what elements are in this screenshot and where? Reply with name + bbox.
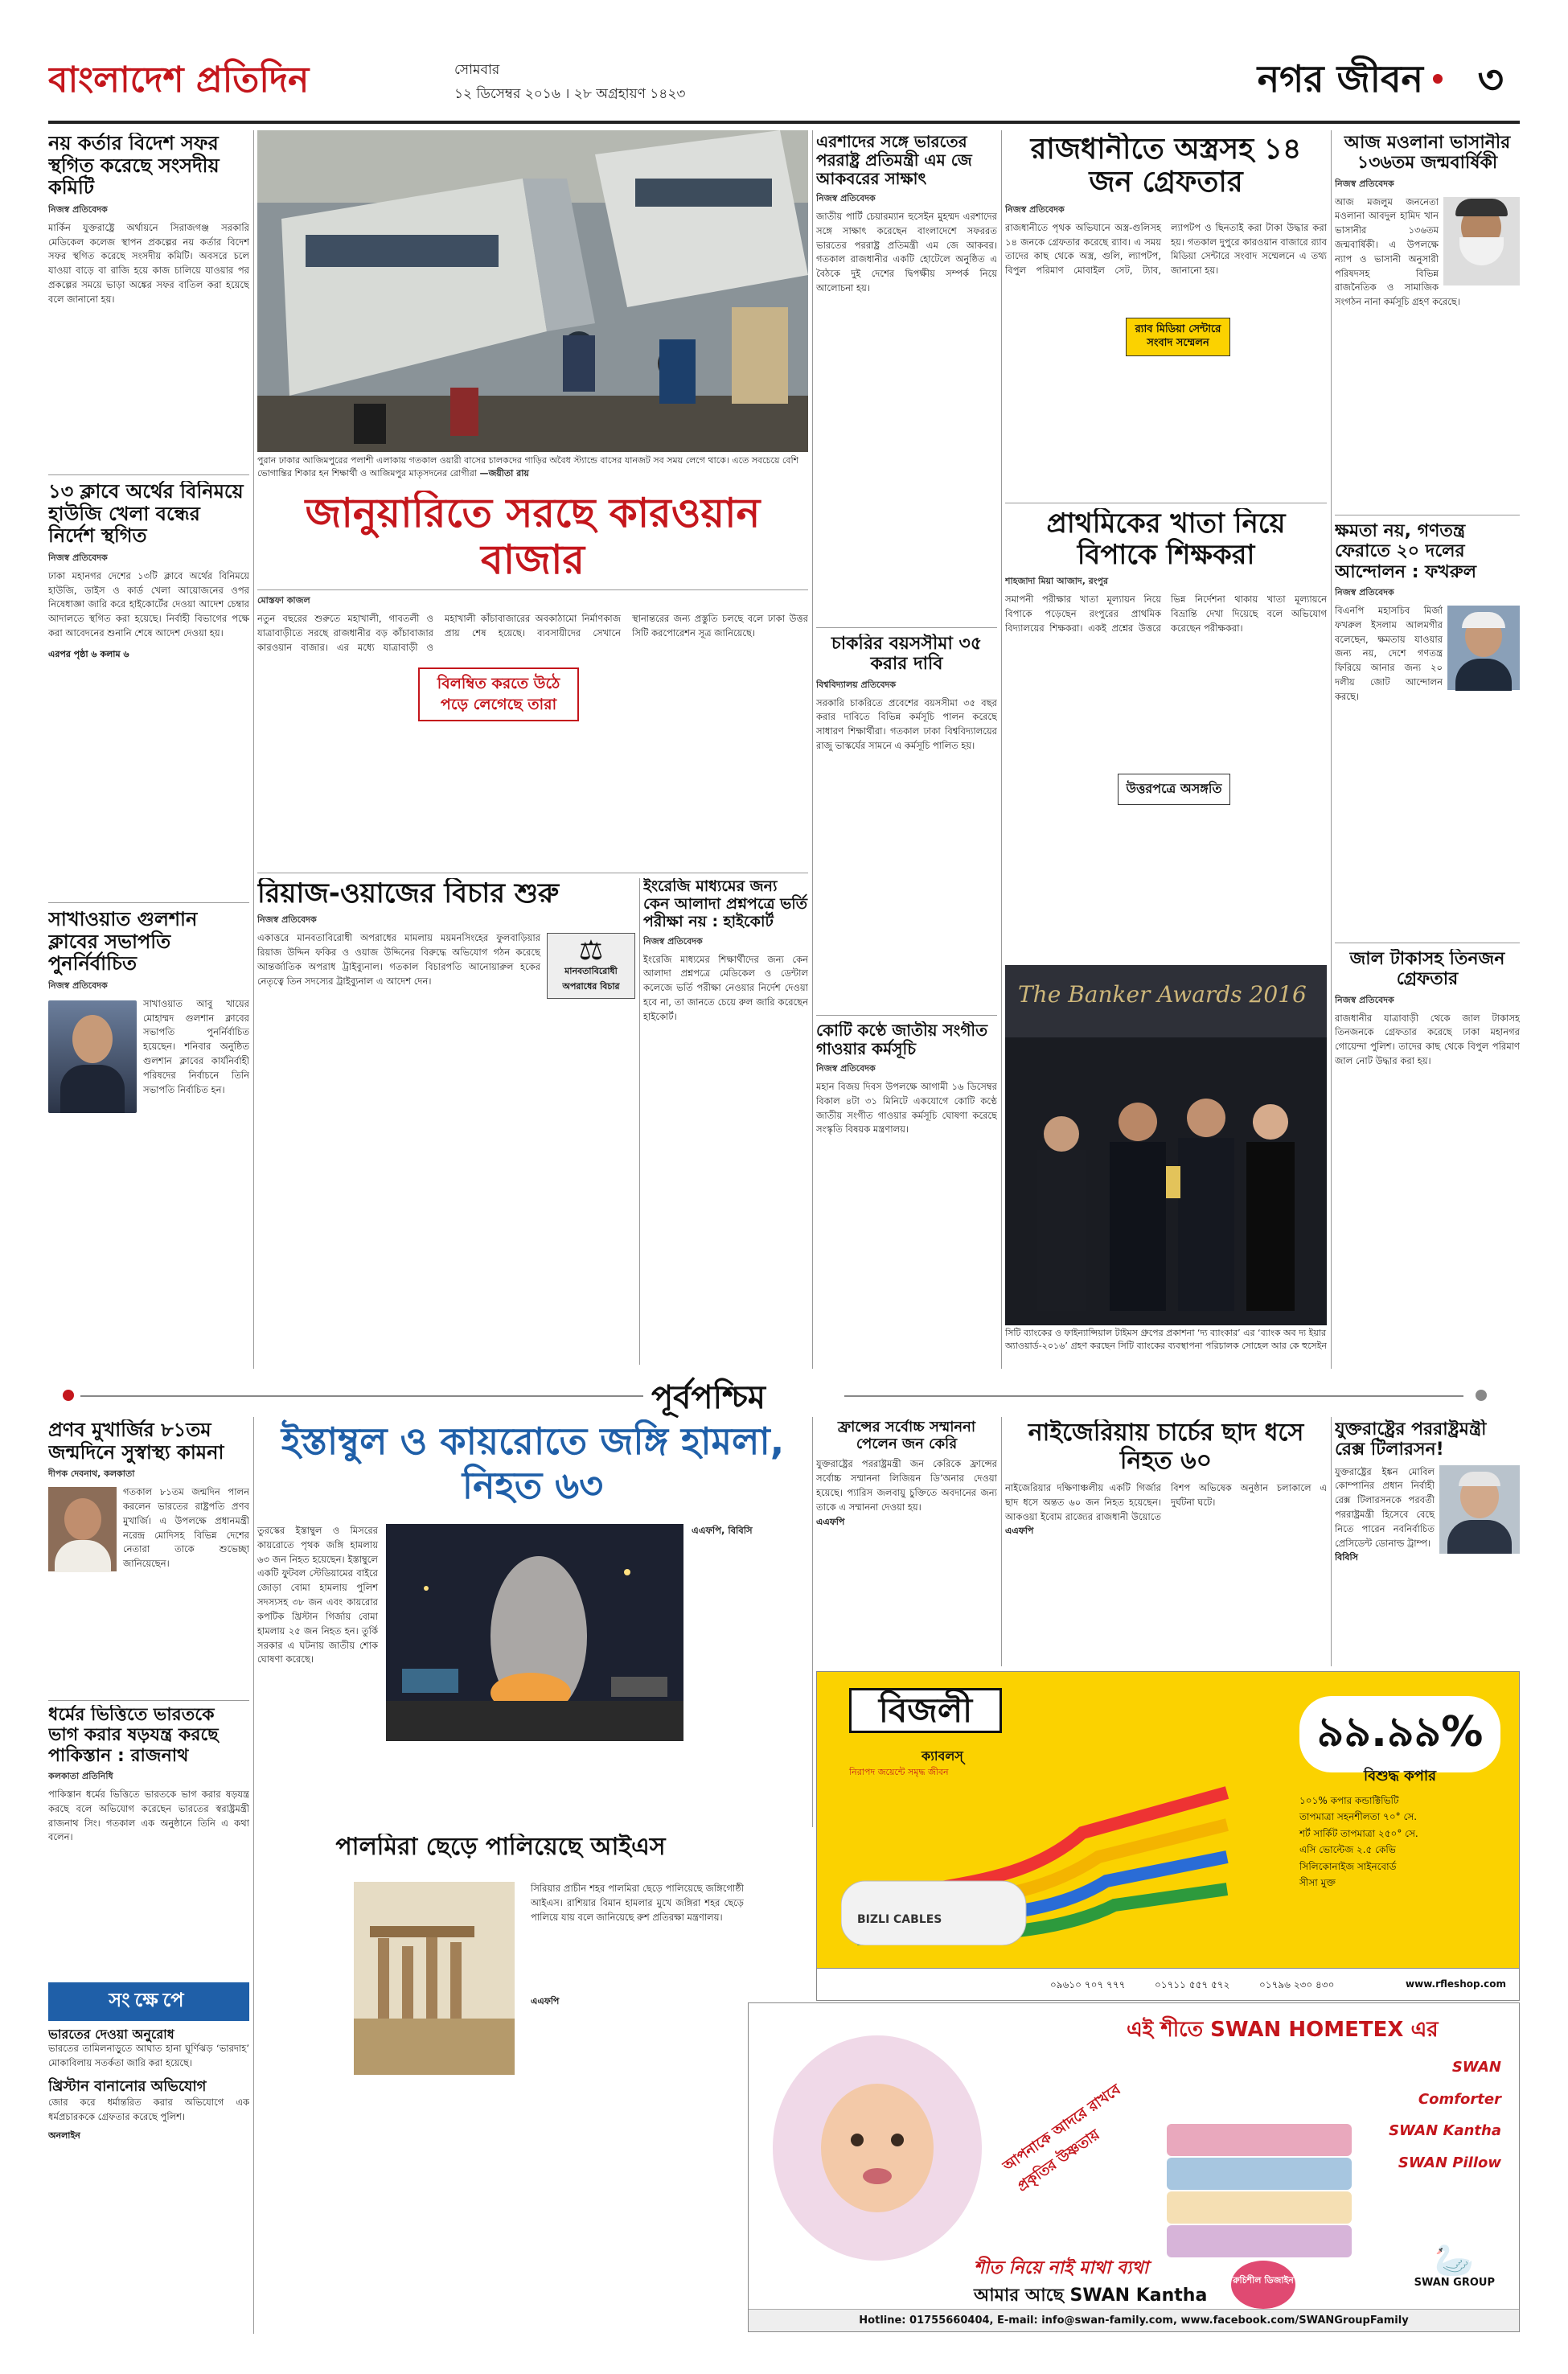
istanbul-blast-photo bbox=[386, 1524, 683, 1741]
byline: নিজস্ব প্রতিবেদক bbox=[48, 203, 108, 215]
article-istanbul bbox=[257, 1419, 808, 1822]
scale-icon: ⚖ bbox=[578, 934, 604, 967]
feature-item: ১০১% কপার কন্ডাক্টিভিটি bbox=[1299, 1795, 1399, 1806]
swan-slogan-one: শীত নিয়ে নাই মাথা ব্যথা bbox=[974, 2258, 1149, 2278]
section-two-title: পূর্বপশ্চিম bbox=[651, 1379, 766, 1416]
bizli-cables-ad[interactable] bbox=[816, 1671, 1520, 2001]
traffic-photo bbox=[257, 130, 808, 452]
bizli-sub: ক্যাবলস্ bbox=[922, 1748, 963, 1764]
article-anthem bbox=[816, 1021, 997, 1367]
red-dot-icon bbox=[63, 1390, 74, 1401]
headline: ১৩ ক্লাবে অর্থের বিনিময়ে হাউজি খেলা বন্ধের নির্দেশ স্থগিত bbox=[48, 481, 244, 548]
headline: ক্ষমতা নয়, গণতন্ত্র ফেরাতে ২০ দলের আন্দোলন : ফখরুল bbox=[1335, 521, 1476, 582]
swan-arc-text: আপনাকে আদরে রাখবে প্রকৃতির উষ্ণতায় bbox=[999, 2080, 1124, 2195]
byline: কলকাতা প্রতিনিধি bbox=[48, 1770, 113, 1781]
body: আজ মজলুম জননেতা মওলানা আবদুল হামিদ খান ভাসানীর ১৩৬তম জন্মবার্ষিকী। এ উপলক্ষে ন্যাপ ও ভাসানী অনুসারী পরিষদসহ বিভিন্ন রাজনৈতিক ও সামাজিক সংগঠন নানা কর্মসূচি গ্রহণ করেছে। bbox=[1335, 195, 1460, 308]
article-dharma bbox=[48, 1705, 249, 1978]
masthead-rule bbox=[48, 121, 1520, 124]
anomaly-box: উত্তরপত্রে অসঙ্গতি bbox=[1118, 774, 1230, 805]
byline: নিজস্ব প্রতিবেদক bbox=[48, 980, 108, 991]
product-item: SWAN Kantha bbox=[1389, 2122, 1501, 2140]
brief-two-title: খ্রিস্টান বানানোর অভিযোগ bbox=[48, 2078, 207, 2096]
byline: শাহজাদা মিয়া আজাদ, রংপুর bbox=[1005, 576, 1109, 587]
article-weapons bbox=[1005, 133, 1327, 499]
swan-logo: 🦢 SWAN GROUP bbox=[1414, 2242, 1495, 2289]
award-photo bbox=[1005, 965, 1327, 1325]
section-rule-right bbox=[844, 1395, 1463, 1397]
section-dot-icon bbox=[1433, 74, 1443, 84]
sankshepe-label: সংক্ষেপে bbox=[48, 1982, 249, 2021]
swan-footer: Hotline: 01755660404, E-mail: info@swan-family.com, www.facebook.com/SWANGroupFamily bbox=[749, 2309, 1519, 2331]
body-col-right: এএফপি, বিবিসি bbox=[692, 1525, 753, 1536]
body: রাজধানীতে পৃথক অভিযানে অস্ত্র-গুলিসহ ১৪ জনকে গ্রেফতার করেছে র‌্যাব। এ সময় তাদের কাছ থেকে অস্ত্র, গুলি, ল্যাপটপ, বিপুল পরিমাণ মোবাইল সেট, ট্যাব, ল্যাপটপ ও ছিনতাই করা টাকা উদ্ধার করা হয়। গতকাল দুপুরে কারওয়ান বাজারে র‌্যাব মিডিয়া সেন্টারে সংবাদ সম্মেলনে এ তথ্য জানানো হয়। bbox=[1005, 221, 1327, 277]
body: সাখাওয়াত আবু খায়ের মোহাম্মদ গুলশান ক্লাবের সভাপতি পুনর্নির্বাচিত হয়েছেন। শনিবার অনুষ্ঠিত গুলশান ক্লাবের কার্যনির্বাহী পরিষদের নির্বাচনে তিনি সভাপতি নির্বাচিত হন। bbox=[143, 997, 249, 1095]
palmyra-photo bbox=[354, 1882, 515, 2075]
article-nigeria bbox=[1005, 1419, 1327, 1665]
product-item: SWAN Comforter bbox=[1418, 2059, 1501, 2108]
article-palmyra bbox=[257, 1834, 744, 2332]
grey-dot-icon bbox=[1476, 1390, 1487, 1401]
byline: নিজস্ব প্রতিবেদক bbox=[1005, 203, 1065, 215]
body: নতুন বছরের শুরুতে মহাখালী, গাবতলী ও যাত্রাবাড়ীতে সরছে রাজধানীর বড় কাঁচাবাজার কারওয়ান বাজার। এর মধ্যে যাত্রাবাড়ী ও মহাখালী কাঁচাবাজারের অবকাঠামো নির্মাণকাজ প্রায় শেষ হয়েছে। ব্যবসায়ীদের সেখানে স্থানান্তরের জন্য প্রস্তুতি চলছে বলে ঢাকা উত্তর সিটি করপোরেশন সূত্র জানিয়েছে। bbox=[257, 613, 808, 653]
article-warcrime bbox=[257, 878, 635, 1365]
feature-item: সিলিকোনাইজ সাইনবোর্ড bbox=[1299, 1860, 1397, 1872]
brief-one-title: ভারতের দেওয়া অনুরোধ bbox=[48, 2027, 174, 2042]
body: মহান বিজয় দিবস উপলক্ষে আগামী ১৬ ডিসেম্বর বিকাল ৪টা ৩১ মিনিটে একযোগে কোটি কণ্ঠে জাতীয় সংগীত গাওয়ার কর্মসূচি ঘোষণা করেছে সংস্কৃতি বিষয়ক মন্ত্রণালয়। bbox=[816, 1081, 997, 1136]
award-caption: সিটি ব্যাংকের ও ফাইন্যান্সিয়াল টাইমস গ্রুপের প্রকাশনা ‘দ্য ব্যাংকার’ এর ‘ব্যাংক অব দ্য ইয়ার অ্যাওয়ার্ড-২০১৬’ গ্রহণ করছেন সিটি ব্যাংকের ব্যবস্থাপনা পরিচালক সোহেল আর কে হুসেইন bbox=[1005, 1328, 1327, 1351]
bhasani-portrait bbox=[1443, 197, 1520, 285]
article-pranab bbox=[48, 1419, 249, 1697]
headline: আজ মওলানা ভাসানীর ১৩৬তম জন্মবার্ষিকী bbox=[1344, 133, 1511, 174]
tillerson-portrait bbox=[1439, 1465, 1520, 1554]
feature-item: সীসা মুক্ত bbox=[1299, 1876, 1336, 1888]
headline: ধর্মের ভিত্তিতে ভারতকে ভাগ করার ষড়যন্ত্র করছে পাকিস্তান : রাজনাথ bbox=[48, 1705, 219, 1766]
body: মার্কিন যুক্তরাষ্ট্রে অর্থায়নে সিরাজগঞ্জ সরকারি মেডিকেল কলেজ স্থাপন প্রকল্পের নয় কর্তার বিদেশ সফর স্থগিত করেছে সংসদীয় কমিটি। অবসরে চলে যাওয়া বাড়ে বা রাজি হয়ে কাজ চালিয়ে যাওয়ার পর প্রকল্পের সময়ে ভাড়া অঙ্কের সফর বাতিল করা হয়েছে বলে জানানো হয়। bbox=[48, 221, 249, 305]
award-banner: The Banker Awards 2016 bbox=[1018, 981, 1307, 1008]
headline: নাইজেরিয়ায় চার্চের ছাদ ধসে নিহত ৬০ bbox=[1028, 1419, 1304, 1475]
traffic-photo-caption: পুরান ঢাকার আজিমপুরের পলাশী এলাকায় গতকাল ওয়ারী বাসের চালকদের গাড়ির অবৈধ স্ট্যান্ডে বাসের যানজট সব সময় লেগে থাকে। এতে সবচেয়ে বেশি ভোগান্তির শিকার হন শিক্ষার্থী ও আজিমপুর মাতৃসদনের রোগীরা —জয়ীতা রায় bbox=[257, 455, 799, 478]
headline: ফ্রান্সের সর্বোচ্চ সম্মাননা পেলেন জন কেরি bbox=[837, 1419, 976, 1452]
byline: নিজস্ব প্রতিবেদক bbox=[643, 935, 703, 947]
design-badge: রুচিশীল ডিজাইন bbox=[1231, 2261, 1295, 2309]
headline: নয় কর্তার বিদেশ সফর স্থগিত করেছে সংসদীয় কমিটি bbox=[48, 133, 220, 199]
swan-headline: এই শীতে SWAN HOMETEX এর bbox=[1127, 2018, 1439, 2042]
article-bhasani bbox=[1335, 133, 1520, 511]
body: গতকাল ৮১তম জন্মদিন পালন করলেন ভারতের রাষ্ট্রপতি প্রণব মুখার্জি। এ উপলক্ষে প্রধানমন্ত্রী নরেন্দ্র মোদিসহ বিভিন্ন দেশের নেতারা তাকে শুভেচ্ছা জানিয়েছেন। bbox=[123, 1486, 249, 1570]
body: সমাপনী পরীক্ষার খাতা মূল্যায়ন নিয়ে বিপাকে পড়েছেন রংপুরের প্রাথমিক বিদ্যালয়ের শিক্ষকরা। একই প্রশ্নের উত্তরে ভিন্ন নির্দেশনা থাকায় খাতা মূল্যায়নে বিভ্রান্তি দেখা দিয়েছে বলে অভিযোগ করেছেন পরীক্ষকরা। bbox=[1005, 594, 1327, 634]
bizli-tagline: নিরাপদ জয়েন্টে সমৃদ্ধ জীবন bbox=[849, 1767, 949, 1777]
headline: চাকরির বয়সসীমা ৩৫ করার দাবি bbox=[831, 634, 983, 675]
headline: রিয়াজ-ওয়াজের বিচার শুরু bbox=[257, 878, 560, 910]
swan-hometex-ad[interactable] bbox=[748, 2002, 1520, 2332]
swan-slogan-two: আমার আছে SWAN Kantha bbox=[974, 2286, 1208, 2306]
headline: রাজধানীতে অস্ত্রসহ ১৪ জন গ্রেফতার bbox=[1030, 133, 1302, 199]
body: একাত্তরে মানবতাবিরোধী অপরাধের মামলায় ময়মনসিংহের ফুলবাড়িয়ার রিয়াজ উদ্দিন ফকির ও ওয়াজ উদ্দিনের বিরুদ্ধে অভিযোগ গঠন করেছে আন্তর্জাতিক অপরাধ ট্রাইব্যুনাল। গতকাল বিচারপতি আনোয়ারুল হকের নেতৃত্বে তিন সদস্যের ট্রাইব্যুনাল এ আদেশ দেন। bbox=[257, 932, 540, 987]
masthead bbox=[48, 51, 1520, 116]
article-sfar bbox=[48, 133, 249, 470]
press-box: র‌্যাব মিডিয়া সেন্টারে সংবাদ সম্মেলন bbox=[1126, 318, 1230, 356]
headline: জাল টাকাসহ তিনজন গ্রেফতার bbox=[1349, 949, 1505, 990]
feature-list bbox=[1299, 1793, 1504, 1891]
body: ইংরেজি মাধ্যমের শিক্ষার্থীদের জন্য কেন আলাদা প্রশ্নপত্রে মেডিকেল ও ডেন্টাল কলেজে ভর্তি পরীক্ষা নেওয়ার নির্দেশ দেওয়া হবে না, তা জানতে চেয়ে রুল জারি করেছেন হাইকোর্ট। bbox=[643, 953, 808, 1022]
body: জাতীয় পার্টি চেয়ারম্যান হুসেইন মুহম্মদ এরশাদের সঙ্গে সাক্ষাৎ করেছেন বাংলাদেশে সফররত ভারতের পররাষ্ট্র প্রতিমন্ত্রী এম জে আকবর। গতকাল রাজধানীর একটি হোটেলে অনুষ্ঠিত এ বৈঠকে দুই দেশের দ্বিপক্ষীয় সম্পর্ক নিয়ে আলোচনা হয়। bbox=[816, 211, 997, 294]
byline: নিজস্ব প্রতিবেদক bbox=[1335, 586, 1394, 598]
fakhrul-portrait bbox=[1447, 606, 1520, 690]
jump-line: এরপর পৃষ্ঠা ৬ কলাম ৬ bbox=[48, 648, 129, 659]
feature-item: এসি ভোল্টেজ ২.৫ কেভি bbox=[1299, 1844, 1396, 1856]
bizli-logo: বিজলী bbox=[849, 1688, 1002, 1733]
section-rule-left bbox=[80, 1395, 643, 1397]
headline: এরশাদের সঙ্গে ভারতের পররাষ্ট্র প্রতিমন্ত্রী এম জে আকবরের সাক্ষাৎ bbox=[816, 133, 972, 188]
page-number: ৩ bbox=[1477, 56, 1504, 103]
cable-text: BIZLI CABLES bbox=[857, 1913, 942, 1926]
headline: কোটি কণ্ঠে জাতীয় সংগীত গাওয়ার কর্মসূচি bbox=[816, 1021, 988, 1058]
byline: নিজস্ব প্রতিবেদক bbox=[816, 1063, 876, 1074]
baby-photo bbox=[765, 2027, 990, 2269]
headline: জানুয়ারিতে সরছে কারওয়ান বাজার bbox=[257, 491, 808, 590]
credit: এএফপি bbox=[1005, 1526, 1034, 1537]
article-primary bbox=[1005, 508, 1327, 959]
trial-tag: ⚖ মানবতাবিরোধী অপরাধের বিচার bbox=[547, 933, 635, 999]
swan-bird-icon: 🦢 bbox=[1434, 2242, 1475, 2279]
portrait-photo bbox=[48, 1000, 137, 1113]
credit: এএফপি bbox=[816, 1516, 845, 1527]
copper-percent: ৯৯.৯৯% bbox=[1299, 1696, 1500, 1772]
masthead-day: সোমবার bbox=[454, 62, 500, 78]
product-list bbox=[1373, 2052, 1501, 2179]
credit: এএফপি bbox=[531, 1996, 560, 2006]
contact-one: ০৯৬১০ ৭০৭ ৭৭৭ bbox=[1050, 1979, 1126, 1990]
article-fake bbox=[1335, 949, 1520, 1367]
byline: নিজস্ব প্রতিবেদক bbox=[1335, 994, 1394, 1005]
body: যুক্তরাষ্ট্রের পররাষ্ট্রমন্ত্রী জন কেরিকে ফ্রান্সের সর্বোচ্চ সম্মাননা লিজিয়ন ডি’অনার দেওয়া হয়েছে। প্যারিস জলবায়ু চুক্তিতে অবদানের জন্য তাকে এ সম্মাননা দেওয়া হয়। bbox=[816, 1458, 997, 1513]
byline: নিজস্ব প্রতিবেদক bbox=[1335, 178, 1394, 189]
article-age bbox=[816, 634, 997, 1012]
article-english bbox=[643, 878, 808, 1365]
headline: ইংরেজি মাধ্যমের জন্য কেন আলাদা প্রশ্নপত্রে ভর্তি পরীক্ষা নয় : হাইকোর্ট bbox=[643, 878, 807, 930]
body: বিএনপি মহাসচিব মির্জা ফখরুল ইসলাম আলমগীর বলেছেন, ক্ষমতায় যাওয়ার জন্য নয়, দেশে গণতন্ত্র ফিরিয়ে আনার জন্য ২০ দলীয় জোট আন্দোলন করছে। bbox=[1335, 604, 1443, 702]
byline: নিজস্ব প্রতিবেদক bbox=[257, 914, 317, 926]
headline: প্রাথমিকের খাতা নিয়ে বিপাকে শিক্ষকরা bbox=[1046, 508, 1286, 572]
product-item: SWAN Pillow bbox=[1398, 2154, 1501, 2171]
pull-quote: বিলম্বিত করতে উঠে পড়ে লেগেছে তারা bbox=[418, 667, 579, 721]
body: সিরিয়ার প্রাচীন শহর পালমিরা ছেড়ে পালিয়েছে জঙ্গিগোষ্ঠী আইএস। রাশিয়ার বিমান হামলার মুখে জঙ্গিরা শহর ছেড়ে পালিয়ে যায় বলে জানিয়েছে রুশ প্রতিরক্ষা মন্ত্রণালয়। bbox=[531, 1883, 744, 1923]
article-tillerson bbox=[1335, 1419, 1520, 1665]
brief-two-body: জোর করে ধর্মান্তরিত করার অভিযোগে এক ধর্মপ্রচারককে গ্রেফতার করেছে পুলিশ। bbox=[48, 2096, 249, 2122]
headline: পালমিরা ছেড়ে পালিয়েছে আইএস bbox=[335, 1834, 666, 1861]
byline: মোস্তফা কাজল bbox=[257, 595, 310, 606]
byline: দীপক দেবনাথ, কলকাতা bbox=[48, 1468, 135, 1480]
quilt-stack bbox=[1167, 2124, 1352, 2261]
brief-one-body: ভারতের তামিলনাড়ুতে আঘাত হানা ঘূর্ণিঝড় ‘ভারদাহ’ মোকাবিলায় সতর্কতা জারি করা হয়েছে। bbox=[48, 2043, 249, 2069]
article-club13 bbox=[48, 481, 249, 899]
body: নাইজেরিয়ার দক্ষিণাঞ্চলীয় একটি গির্জার ছাদ ধসে অন্তত ৬০ জন নিহত হয়েছেন। আকওয়া ইবোম রাজ্যের রাজধানী উয়োতে বিশপ অভিষেক অনুষ্ঠান চলাকালে এ দুর্ঘটনা ঘটে। bbox=[1005, 1482, 1327, 1522]
bizli-website-link[interactable]: www.rfleshop.com bbox=[1406, 1978, 1506, 1990]
article-karwan bbox=[257, 491, 808, 869]
headline: সাখাওয়াত গুলশান ক্লাবের সভাপতি পুনর্নির্বাচিত bbox=[48, 909, 198, 975]
article-gulshan bbox=[48, 909, 249, 1367]
copper-label: বিশুদ্ধ কপার bbox=[1363, 1768, 1437, 1785]
sankshepe-box bbox=[48, 1982, 249, 2336]
body-col-left: তুরস্কের ইস্তাম্বুল ও মিসরের কায়রোতে পৃথক জঙ্গি হামলায় ৬৩ জন নিহত হয়েছেন। ইস্তাম্বুলে একটি ফুটবল স্টেডিয়ামের বাইরে জোড়া বোমা হামলায় পুলিশ সদস্যসহ ৩৮ জন এবং কায়রোর কপটিক খ্রিস্টান গির্জায় বোমা হামলায় ২৫ জন নিহত হন। তুর্কি সরকার এ ঘটনায় জাতীয় শোক ঘোষণা করেছে। bbox=[257, 1525, 378, 1665]
headline: প্রণব মুখার্জির ৮১তম জন্মদিনে সুস্বাস্থ্য কামনা bbox=[48, 1419, 224, 1464]
contact-two: ০১৭১১ ৫৫৭ ৫৭২ bbox=[1155, 1979, 1230, 1990]
feature-item: শর্ট সার্কিট তাপমাত্রা ২৫০° সে. bbox=[1299, 1827, 1418, 1839]
body: ঢাকা মহানগর দেশের ১৩টি ক্লাবে অর্থের বিনিময়ে হাউজি, ডাইস ও কার্ড খেলা আয়োজনের ওপর নিষেধাজ্ঞা জারি করে হাইকোর্টের দেওয়া আদেশ চেম্বার আদালতে স্থগিত করা হয়েছে। নির্বাহী বিভাগের পক্ষে করা আবেদনের শুনানি শেষে আদেশ দেওয়া হয়। bbox=[48, 569, 249, 639]
body: সরকারি চাকরিতে প্রবেশের বয়সসীমা ৩৫ বছর করার দাবিতে বিভিন্ন কর্মসূচি পালন করেছে সাধারণ শিক্ষার্থীরা। গতকাল ঢাকা বিশ্ববিদ্যালয়ের রাজু ভাস্কর্যের সামনে এ কর্মসূচি পালিত হয়। bbox=[816, 696, 997, 752]
body: রাজধানীর যাত্রাবাড়ী থেকে জাল টাকাসহ তিনজনকে গ্রেফতার করেছে ঢাকা মহানগর গোয়েন্দা পুলিশ। তাদের কাছ থেকে বিপুল পরিমাণ জাল নোট উদ্ধার করা হয়। bbox=[1335, 1012, 1520, 1067]
byline: নিজস্ব প্রতিবেদক bbox=[816, 193, 876, 203]
brief-credit: অনলাইন bbox=[48, 2130, 80, 2142]
section-title: নগর জীবন bbox=[1257, 57, 1423, 101]
headline: যুক্তরাষ্ট্রের পররাষ্ট্রমন্ত্রী রেক্স টিলারসন! bbox=[1335, 1419, 1487, 1460]
pranab-portrait bbox=[48, 1487, 117, 1571]
byline: নিজস্ব প্রতিবেদক bbox=[48, 552, 108, 563]
masthead-date: ১২ ডিসেম্বর ২০১৬ । ২৮ অগ্রহায়ণ ১৪২৩ bbox=[454, 86, 686, 102]
article-kerry bbox=[816, 1419, 997, 1665]
byline: বিশ্ববিদ্যালয় প্রতিবেদক bbox=[816, 679, 897, 690]
body: যুক্তরাষ্ট্রের ইঙ্কন মোবিল কোম্পানির প্রধান নির্বাহী রেক্স টিলারসনকে পরবর্তী পররাষ্ট্রমন্ত্রী হিসেবে বেছে নিতে পারেন নবনির্বাচিত প্রেসিডেন্ট ডোনাল্ড ট্রাম্প। bbox=[1335, 1465, 1435, 1549]
headline: ইস্তাম্বুল ও কায়রোতে জঙ্গি হামলা, নিহত ৬৩ bbox=[281, 1419, 785, 1508]
contact-bar bbox=[817, 1968, 1519, 2000]
feature-item: তাপমাত্রা সহনশীলতা ৭০° সে. bbox=[1299, 1811, 1418, 1823]
newspaper-logo: বাংলাদেশ প্রতিদিন bbox=[48, 60, 310, 101]
body: পাকিস্তান ধর্মের ভিত্তিতে ভারতকে ভাগ করার ষড়যন্ত্র করছে বলে অভিযোগ করেছেন ভারতের স্বরাষ্ট্রমন্ত্রী রাজনাথ সিং। গতকাল এক অনুষ্ঠানে তিনি এ কথা বলেন। bbox=[48, 1788, 249, 1843]
contact-three: ০১৭৯৬ ২৩০ ৪৩০ bbox=[1259, 1979, 1335, 1990]
article-ershad bbox=[816, 133, 997, 623]
article-rally bbox=[1335, 521, 1520, 939]
credit: বিবিসি bbox=[1335, 1552, 1358, 1563]
